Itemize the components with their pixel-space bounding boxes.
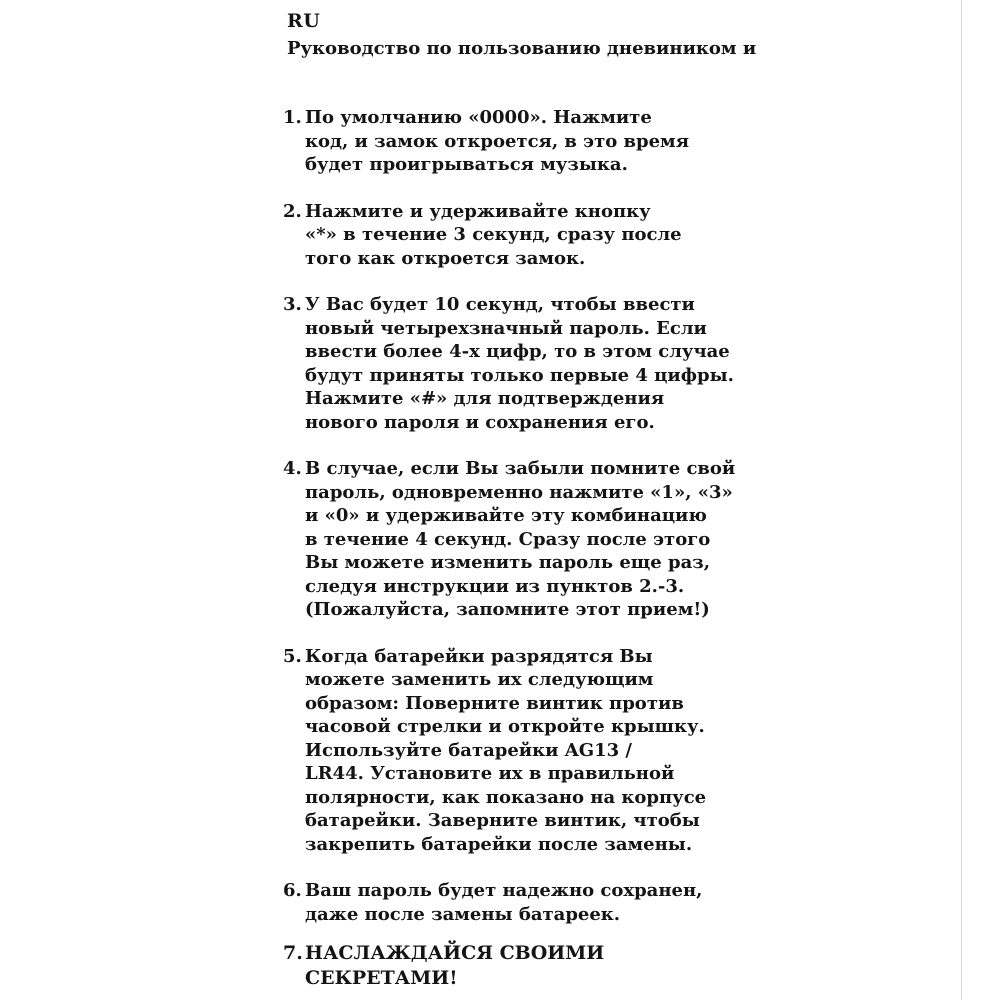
item-line: «*» в течение 3 секунд, сразу после [305, 224, 682, 245]
item-line: В случае, если Вы забыли помните свой [305, 458, 736, 479]
item-line: У Вас будет 10 секунд, чтобы ввести [305, 294, 695, 315]
language-code: RU [287, 10, 321, 32]
item-number: 4. [283, 458, 302, 479]
item-line: даже после замены батареек. [305, 903, 621, 925]
item-number: 7. [283, 942, 303, 964]
item-line: Нажмите и удерживайте кнопку [305, 200, 651, 222]
item-line: НАСЛАЖДАЙСЯ СВОИМИ [305, 942, 605, 964]
item-line: По умолчанию «0000». Нажмите [305, 107, 652, 128]
instruction-item-3 [283, 293, 743, 434]
instruction-item-2 [283, 200, 743, 271]
item-number: 5. [283, 645, 302, 667]
item-line: в течение 4 секунд. Сразу после этого [305, 528, 711, 550]
instruction-item-4 [283, 457, 743, 622]
item-line: новый четырехзначный пароль. Если [305, 317, 707, 339]
item-line: часовой стрелки и откройте крышку. [305, 716, 705, 737]
item-number: 3. [283, 294, 302, 315]
item-line: батарейки. Заверните винтик, чтобы [305, 810, 700, 831]
item-line: следуя инструкции из пунктов 2.-3. [305, 575, 685, 597]
item-line: закрепить батарейки после замены. [305, 833, 693, 855]
item-number: 1. [283, 107, 302, 128]
item-line: (Пожалуйста, запомните этот прием!) [305, 599, 710, 620]
item-line: Вы можете изменить пароль еще раз, [305, 552, 711, 573]
item-number: 6. [283, 880, 302, 901]
item-line: Нажмите «#» для подтверждения [305, 388, 665, 409]
instruction-item-7 [283, 941, 743, 991]
item-line: пароль, одновременно нажмите «1», «3» [305, 481, 733, 503]
item-line: код, и замок откроется, в это время [305, 130, 689, 152]
document-title: Руководство по пользованию дневиником и [287, 38, 757, 59]
item-line: Ваш пароль будет надежно сохранен, [305, 880, 703, 901]
instruction-item-1 [283, 106, 743, 177]
instruction-item-5 [283, 645, 743, 857]
item-line: будет проигрываться музыка. [305, 154, 628, 175]
item-line: нового пароля и сохранения его. [305, 411, 655, 433]
instruction-list [283, 106, 743, 991]
item-line: и «0» и удерживайте эту комбинацию [305, 505, 707, 526]
item-line: того как откроется замок. [305, 247, 586, 269]
item-line: Используйте батарейки AG13 / [305, 739, 633, 761]
item-line: СЕКРЕТАМИ! [305, 967, 458, 989]
item-line: можете заменить их следующим [305, 669, 654, 690]
item-number: 2. [283, 200, 302, 222]
item-line: LR44. Установите их в правильной [305, 763, 675, 784]
item-line: образом: Поверните винтик против [305, 692, 684, 714]
item-line: будут приняты только первые 4 цифры. [305, 364, 734, 386]
item-line: ввести более 4-х цифр, то в этом случае [305, 341, 730, 362]
instruction-item-6 [283, 879, 743, 926]
item-line: Когда батарейки разрядятся Вы [305, 645, 653, 667]
item-line: полярности, как показано на корпусе [305, 786, 707, 808]
